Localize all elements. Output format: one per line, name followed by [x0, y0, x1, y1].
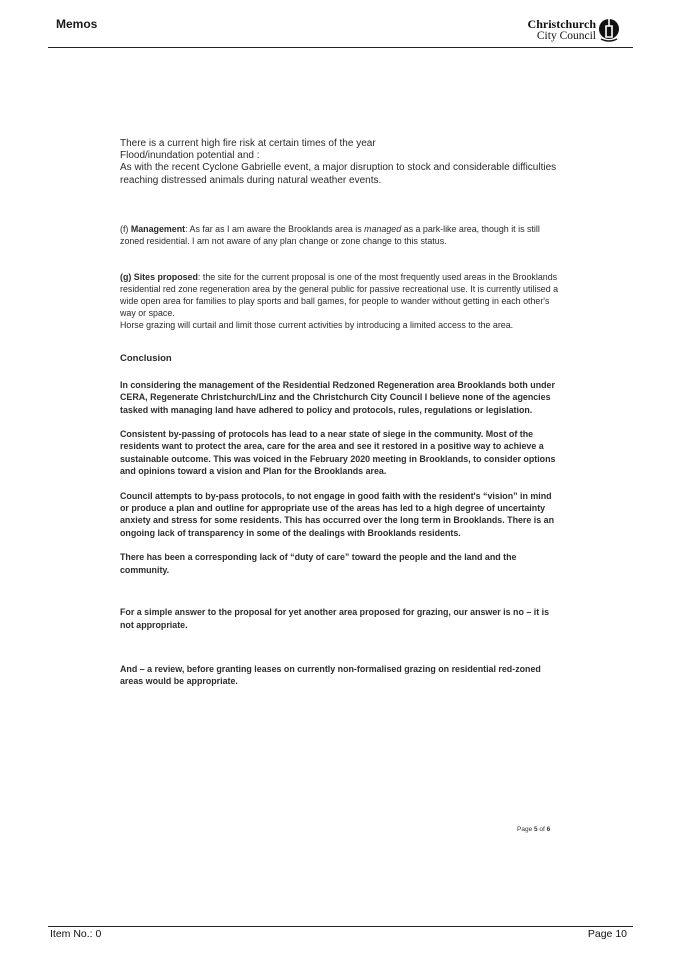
conclusion-heading: Conclusion	[120, 352, 172, 364]
sites-text-2: Horse grazing will curtail and limit those current activities by introducing a limited access to the area.	[120, 319, 514, 330]
council-logo	[505, 15, 620, 45]
sites-text: : the site for the current proposal is one of the most frequently used areas in the Brooklands residential red zone regeneration area by the general public for passive recreational use. It is currently utilised a wide open area for families to play sports and ball games, for people to wander without getting in each other's way or space.	[120, 271, 559, 318]
logo-line-1: Christchurch	[527, 17, 596, 31]
page-count-of: of	[537, 826, 547, 833]
risk-line: Flood/inundation potential and :	[120, 150, 260, 162]
page-number: Page 10	[587, 928, 627, 940]
risk-line: There is a current high fire risk at certain times of the year	[120, 138, 376, 149]
conclusion-paragraph: And – a review, before granting leases on currently non-formalised grazing on residential red-zoned areas would be appropriate.	[120, 663, 541, 687]
risk-line: As with the recent Cyclone Gabrielle event, a major disruption to stock and considerable difficulties reaching distressed animals during natural weather events.	[120, 162, 557, 186]
risk-list	[120, 138, 560, 187]
item-number: Item No.: 0	[50, 928, 102, 940]
memo-body	[120, 138, 560, 688]
management-paragraph	[120, 223, 560, 247]
sites-label: (g) Sites proposed	[120, 271, 198, 282]
page-count-total: 6	[546, 826, 551, 833]
management-prefix: (f)	[120, 223, 131, 234]
conclusion-paragraph: Consistent by-passing of protocols has lead to a near state of siege in the community. Most of the residents want to protect the area, care for the area and see it restored in a positive way to achieve a sustainable outcome. This was voiced in the February 2020 meeting in Brooklands, to consider options and opinions toward a vision and Plan for the Brooklands area.	[120, 429, 556, 477]
footer-divider	[48, 926, 633, 927]
page-count-prefix: Page	[517, 826, 534, 833]
management-label: Management	[130, 223, 186, 234]
header-divider	[48, 47, 633, 48]
logo-line-2: City Council	[536, 30, 596, 42]
conclusion-paragraph: For a simple answer to the proposal for yet another area proposed for grazing, our answer is no – it is not appropriate.	[120, 607, 550, 630]
scanned-page-number	[517, 826, 550, 833]
memo-header-title: Memos	[56, 17, 98, 31]
management-text-b: as a park-like area, though it is still zoned residential. I am not aware of any plan change or zone change to this status.	[120, 223, 540, 246]
cathedral-logo-icon	[598, 17, 620, 43]
conclusion-paragraph: In considering the management of the Residential Redzoned Regeneration area Brooklands both under CERA, Regenerate Christchurch/Linz and the Christchurch City Council I believe none of the agencies tasked with managing land have adhered to policy and protocols, rules, regulations or legislation.	[120, 379, 555, 415]
management-emphasis: managed	[364, 223, 402, 234]
management-text-a: : As far as I am aware the Brooklands area is	[185, 223, 365, 234]
conclusion-paragraph: Council attempts to by-pass protocols, to not engage in good faith with the resident's “vision” in mind or produce a plan and outline for appropriate use of the areas has led to a high degree of uncertainty anxiety and stress for some residents. This has occurred over the long term in Brooklands. There is an ongoing lack of transparency in some of the dealings with Brooklands residents.	[120, 490, 555, 538]
page-count-current: 5	[534, 826, 538, 833]
sites-paragraph	[120, 271, 560, 331]
conclusion-paragraph: There has been a corresponding lack of “duty of care” toward the people and the land and the community.	[120, 552, 517, 575]
